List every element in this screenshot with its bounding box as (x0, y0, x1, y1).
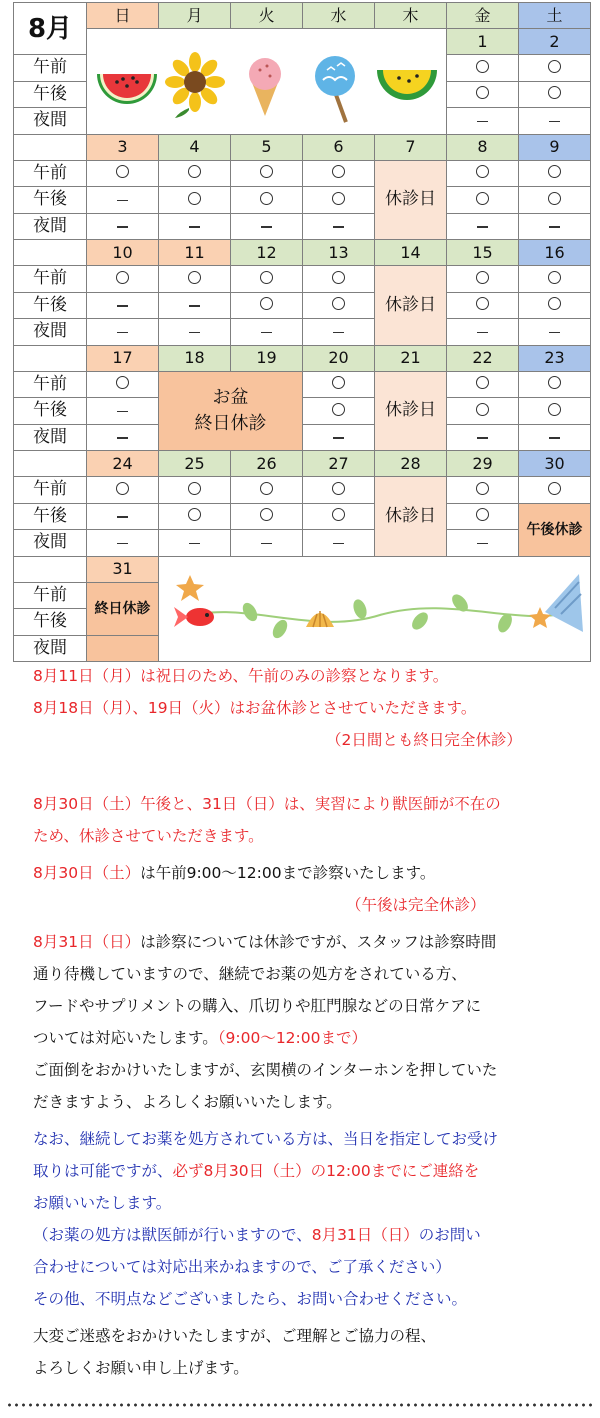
date-cell: 31 (87, 556, 159, 582)
slot-label-am: 午前 (14, 582, 87, 609)
weekday-fri: 金 (447, 3, 519, 29)
status-open (519, 55, 591, 82)
status-closed (231, 319, 303, 346)
status-open (519, 187, 591, 214)
notice-segment: 取りは可能ですが、 (33, 1162, 173, 1180)
status-open (519, 477, 591, 504)
status-open (303, 187, 375, 214)
date-cell: 27 (303, 451, 375, 477)
slot-label-night: 夜間 (14, 213, 87, 240)
status-open (159, 503, 231, 530)
status-closed (303, 530, 375, 557)
slot-label-am: 午前 (14, 55, 87, 82)
status-open (231, 292, 303, 319)
status-closed (159, 319, 231, 346)
weekday-thu: 木 (375, 3, 447, 29)
slot-label-am: 午前 (14, 266, 87, 293)
status-closed (303, 213, 375, 240)
calendar-cell (14, 451, 87, 477)
calendar-cell (87, 635, 159, 662)
date-cell: 12 (231, 240, 303, 266)
notice-line: お願いいたします。 (33, 1194, 172, 1212)
date-cell: 16 (519, 240, 591, 266)
date-cell: 29 (447, 451, 519, 477)
dotted-divider (6, 1402, 594, 1408)
notice-segment: は午前9:00～12:00まで診察いたします。 (140, 864, 436, 882)
goldfish-icon (174, 607, 214, 627)
status-closed (519, 213, 591, 240)
notice-line (33, 926, 593, 958)
status-open (519, 160, 591, 187)
status-open (231, 503, 303, 530)
allday-closed: 終日休診 (87, 582, 159, 635)
status-closed (159, 292, 231, 319)
notice-line: フードやサプリメントの購入、爪切りや肛門腺などの日常ケアに (33, 997, 482, 1015)
status-closed (87, 319, 159, 346)
notice-line: ため、休診させていただきます。 (33, 827, 264, 845)
slot-label-pm: 午後 (14, 503, 87, 530)
notice-line: なお、継続してお薬を処方されている方は、当日を指定してお受け (33, 1130, 499, 1148)
yellow-watermelon-icon (377, 70, 437, 100)
status-closed (447, 213, 519, 240)
status-closed (231, 213, 303, 240)
slot-label-night: 夜間 (14, 108, 87, 135)
notice-line: だきますよう、よろしくお願いいたします。 (33, 1093, 342, 1111)
status-closed (159, 530, 231, 557)
status-open (519, 292, 591, 319)
status-closed (447, 108, 519, 135)
closed-day: 休診日 (375, 371, 447, 451)
status-closed (87, 424, 159, 451)
status-open (231, 477, 303, 504)
notice-text (33, 660, 593, 1384)
calendar-cell (14, 345, 87, 371)
closed-day: 休診日 (375, 160, 447, 240)
notice-line: ご面倒をおかけいたしますが、玄関横のインターホンを押していた (33, 1061, 498, 1079)
status-open (303, 160, 375, 187)
status-closed (87, 503, 159, 530)
status-open (519, 81, 591, 108)
notice-line: 通り待機していますので、継続でお薬の処方をされている方、 (33, 965, 467, 983)
status-open (303, 371, 375, 398)
sunflower-icon (165, 52, 225, 118)
date-cell: 18 (159, 345, 231, 371)
schedule-calendar (13, 2, 591, 662)
status-open (231, 160, 303, 187)
notice-segment: （お薬の処方は獣医師が行いますので、 (33, 1226, 312, 1244)
slot-label-am: 午前 (14, 371, 87, 398)
notice-line (33, 1155, 593, 1187)
uchiwa-fan-icon (315, 56, 355, 123)
status-open (303, 477, 375, 504)
status-open (303, 266, 375, 293)
status-open (447, 55, 519, 82)
notice-segment: ついては対応いたします。 (33, 1029, 218, 1047)
calendar-cell (14, 556, 87, 582)
status-open (303, 398, 375, 425)
date-cell: 20 (303, 345, 375, 371)
slot-label-am: 午前 (14, 477, 87, 504)
slot-label-night: 夜間 (14, 530, 87, 557)
status-open (231, 266, 303, 293)
date-cell: 6 (303, 134, 375, 160)
status-open (519, 371, 591, 398)
notice-segment: 必ず8月30日（土）の12:00までにご連絡を (172, 1162, 480, 1180)
weekday-mon: 月 (159, 3, 231, 29)
slot-label-pm: 午後 (14, 398, 87, 425)
summer-decoration (159, 556, 591, 662)
status-open (159, 187, 231, 214)
notice-line (33, 1219, 593, 1251)
notice-line: （午後は完全休診） (346, 896, 486, 914)
status-closed (303, 319, 375, 346)
notice-line (33, 1022, 593, 1054)
status-closed (87, 398, 159, 425)
date-cell: 13 (303, 240, 375, 266)
slot-label-pm: 午後 (14, 609, 87, 636)
date-cell: 3 (87, 134, 159, 160)
status-closed (519, 319, 591, 346)
notice-segment: は診察については休診ですが、スタッフは診察時間 (140, 933, 497, 951)
date-cell: 26 (231, 451, 303, 477)
date-cell-holiday: 11 (159, 240, 231, 266)
date-cell: 1 (447, 29, 519, 55)
status-closed (447, 530, 519, 557)
status-open (447, 398, 519, 425)
status-closed (519, 424, 591, 451)
slot-label-night: 夜間 (14, 319, 87, 346)
obon-closed: お盆 終日休診 (159, 371, 303, 451)
status-closed (231, 530, 303, 557)
conch-icon (545, 574, 583, 632)
weekday-sun: 日 (87, 3, 159, 29)
date-cell: 30 (519, 451, 591, 477)
date-cell: 17 (87, 345, 159, 371)
status-open (159, 160, 231, 187)
shell-icon (306, 611, 334, 627)
status-open (447, 266, 519, 293)
date-cell: 22 (447, 345, 519, 371)
status-closed (87, 292, 159, 319)
slot-label-am: 午前 (14, 160, 87, 187)
date-cell: 8 (447, 134, 519, 160)
status-open (519, 398, 591, 425)
weekday-sat: 土 (519, 3, 591, 29)
status-closed (159, 213, 231, 240)
status-closed (87, 213, 159, 240)
status-open (159, 266, 231, 293)
notice-line: 合わせについては対応出来かねますので、ご了承ください） (33, 1258, 451, 1276)
notice-line: 8月30日（土）午後と、31日（日）は、実習により獣医師が不在の (33, 795, 501, 813)
status-open (159, 477, 231, 504)
status-open (447, 160, 519, 187)
seaside-illustration (160, 557, 590, 657)
date-cell: 14 (375, 240, 447, 266)
status-open (447, 81, 519, 108)
notice-line: その他、不明点などございましたら、お問い合わせください。 (33, 1290, 468, 1308)
month-title: 8月 (14, 3, 87, 55)
status-closed (519, 108, 591, 135)
slot-label-night: 夜間 (14, 424, 87, 451)
status-open (447, 503, 519, 530)
date-cell: 28 (375, 451, 447, 477)
date-cell: 9 (519, 134, 591, 160)
date-cell: 10 (87, 240, 159, 266)
notice-segment: のお問い (418, 1226, 481, 1244)
calendar-cell (14, 134, 87, 160)
notice-line (33, 756, 593, 788)
slot-label-pm: 午後 (14, 292, 87, 319)
weekday-tue: 火 (231, 3, 303, 29)
notice-line: （2日間とも終日完全休診） (326, 731, 522, 749)
slot-label-night: 夜間 (14, 635, 87, 662)
status-open (447, 477, 519, 504)
status-closed (87, 530, 159, 557)
weekday-wed: 水 (303, 3, 375, 29)
calendar-cell (14, 240, 87, 266)
closed-day: 休診日 (375, 266, 447, 346)
date-cell: 5 (231, 134, 303, 160)
status-open (231, 187, 303, 214)
date-cell: 7 (375, 134, 447, 160)
date-cell: 19 (231, 345, 303, 371)
slot-label-pm: 午後 (14, 187, 87, 214)
notice-segment: （9:00～12:00まで） (217, 1029, 367, 1047)
status-open (303, 292, 375, 319)
summer-illustrations (87, 29, 447, 135)
date-cell: 24 (87, 451, 159, 477)
notice-line: 8月11日（月）は祝日のため、午前のみの診察となります。 (33, 667, 449, 685)
status-closed (447, 319, 519, 346)
summer-icons (89, 30, 444, 130)
notice-line: よろしくお願い申し上げます。 (33, 1359, 249, 1377)
watermelon-icon (97, 74, 157, 104)
date-cell: 21 (375, 345, 447, 371)
notice-segment: 8月31日（日） (33, 933, 141, 951)
status-open (447, 292, 519, 319)
status-open (87, 477, 159, 504)
date-cell: 2 (519, 29, 591, 55)
notice-line: 大変ご迷惑をおかけいたしますが、ご理解とご協力の程、 (33, 1327, 437, 1345)
date-cell: 25 (159, 451, 231, 477)
status-open (87, 371, 159, 398)
ice-cream-icon (249, 58, 281, 116)
slot-label-pm: 午後 (14, 81, 87, 108)
status-open (303, 503, 375, 530)
status-open (519, 266, 591, 293)
notice-line (33, 857, 593, 889)
status-closed (87, 187, 159, 214)
starfish-icon (176, 575, 204, 601)
status-closed (303, 424, 375, 451)
status-open (87, 160, 159, 187)
afternoon-closed: 午後休診 (519, 503, 591, 556)
status-open (447, 371, 519, 398)
notice-line: 8月18日（月）、19日（火）はお盆休診とさせていただきます。 (33, 699, 477, 717)
date-cell: 4 (159, 134, 231, 160)
status-open (87, 266, 159, 293)
closed-day: 休診日 (375, 477, 447, 557)
notice-segment: 8月30日（土） (33, 864, 141, 882)
status-closed (447, 424, 519, 451)
date-cell: 15 (447, 240, 519, 266)
status-open (447, 187, 519, 214)
notice-segment: 8月31日（日） (311, 1226, 419, 1244)
date-cell: 23 (519, 345, 591, 371)
